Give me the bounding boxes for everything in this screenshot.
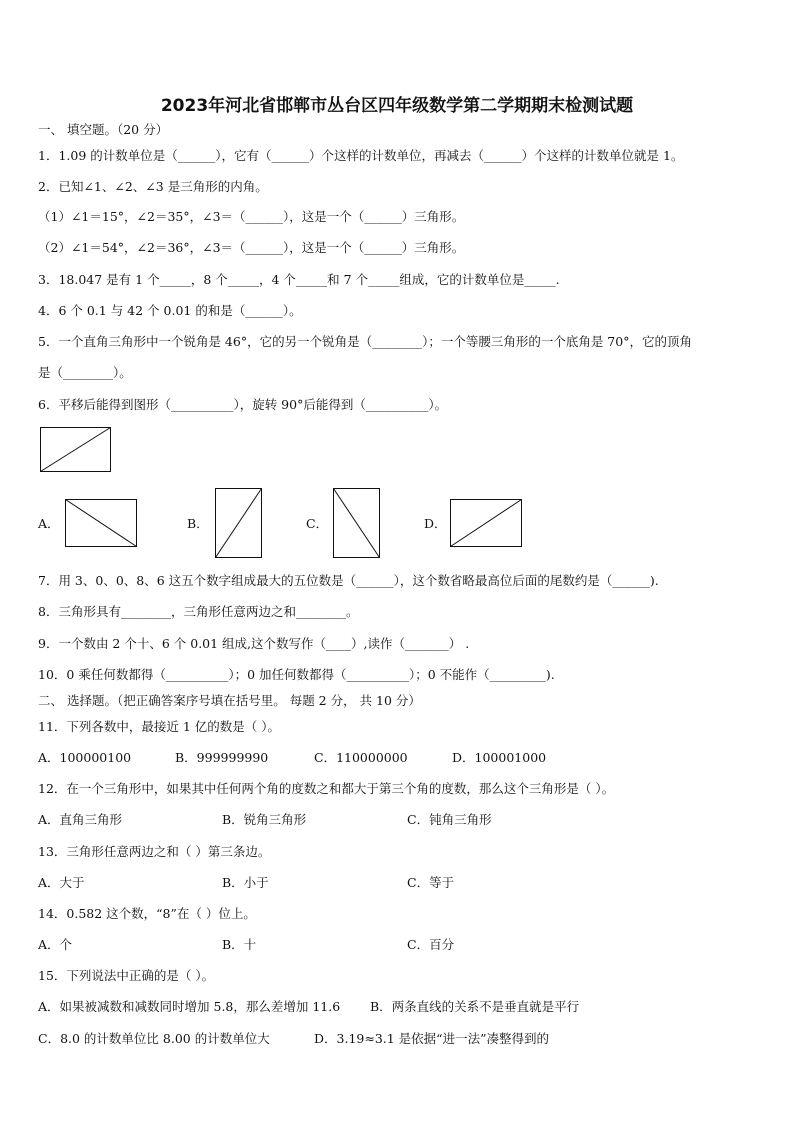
question-14-option-b: B．十 bbox=[222, 937, 257, 952]
question-13-option-c: C．等于 bbox=[407, 875, 455, 890]
question-15-option-c: C．8.0 的计数单位比 8.00 的计数单位大 bbox=[38, 1031, 270, 1046]
question-11-option-b: B．999999990 bbox=[175, 750, 269, 765]
question-6-option-c-label: C． bbox=[306, 516, 329, 531]
question-15-option-a: A．如果被减数和减数同时增加 5.8，那么差增加 11.6 bbox=[38, 999, 341, 1014]
question-14: 14．0.582 这个数，“8”在（ ）位上。 bbox=[38, 906, 256, 921]
question-11-option-d: D．100001000 bbox=[452, 750, 547, 765]
question-1: 1．1.09 的计数单位是（______），它有（______）个这样的计数单位，再减去（______）个这样的计数单位就是 1。 bbox=[38, 148, 684, 163]
question-12-option-a: A．直角三角形 bbox=[38, 812, 123, 827]
question-10: 10．0 乘任何数都得（__________）；0 加任何数都得（__________）；0 不能作（_________). bbox=[38, 667, 555, 682]
question-6-option-c-figure bbox=[333, 488, 381, 559]
question-7: 7．用 3、0、0、8、6 这五个数字组成最大的五位数是（______），这个数省略最高位后面的尾数约是（______). bbox=[38, 573, 659, 588]
question-13-option-a: A．大于 bbox=[38, 875, 85, 890]
question-9: 9．一个数由 2 个十、6 个 0.01 组成,这个数写作（____）,读作（_______） . bbox=[38, 636, 470, 651]
question-13-option-b: B．小于 bbox=[222, 875, 269, 890]
question-15-option-d: D．3.19≈3.1 是依据“进一法”凑整得到的 bbox=[314, 1031, 549, 1046]
question-4: 4．6 个 0.1 与 42 个 0.01 的和是（______）。 bbox=[38, 303, 302, 318]
question-8: 8．三角形具有________，三角形任意两边之和________。 bbox=[38, 604, 359, 619]
question-6-option-a-label: A． bbox=[38, 516, 60, 531]
section2-heading: 二、 选择题。（把正确答案序号填在括号里。 每题 2 分， 共 10 分） bbox=[38, 693, 421, 708]
question-11-option-a: A．100000100 bbox=[38, 750, 132, 765]
question-6-option-b-figure bbox=[215, 488, 263, 559]
question-13: 13．三角形任意两边之和（ ）第三条边。 bbox=[38, 844, 271, 859]
question-2-part-1: （1）∠1＝15°，∠2＝35°，∠3＝（______），这是一个（______）三角形。 bbox=[38, 209, 465, 224]
question-6-option-d-figure bbox=[450, 499, 523, 548]
question-3: 3．18.047 是有 1 个_____，8 个_____，4 个_____和 7 个_____组成，它的计数单位是_____. bbox=[38, 272, 560, 287]
question-15-option-b: B．两条直线的关系不是垂直就是平行 bbox=[370, 999, 580, 1014]
question-6-option-b-label: B． bbox=[187, 516, 209, 531]
question-2: 2．已知∠1、∠2、∠3 是三角形的内角。 bbox=[38, 179, 268, 194]
question-5-line-2: 是（________）。 bbox=[38, 365, 132, 380]
question-11-option-c: C．110000000 bbox=[314, 750, 408, 765]
question-6: 6．平移后能得到图形（__________），旋转 90°后能得到（__________）。 bbox=[38, 397, 448, 412]
question-11: 11．下列各数中，最接近 1 亿的数是（ ）。 bbox=[38, 719, 281, 734]
question-12-option-b: B．锐角三角形 bbox=[222, 812, 307, 827]
question-14-option-c: C．百分 bbox=[407, 937, 455, 952]
question-2-part-2: （2）∠1＝54°，∠2＝36°，∠3＝（______），这是一个（______）三角形。 bbox=[38, 240, 465, 255]
section1-heading: 一、 填空题。（20 分） bbox=[38, 122, 169, 137]
question-6-option-d-label: D． bbox=[424, 516, 447, 531]
question-15: 15．下列说法中正确的是（ ）。 bbox=[38, 968, 215, 983]
question-6-option-a-figure bbox=[65, 499, 138, 548]
question-6-original-figure bbox=[40, 427, 112, 473]
question-5-line-1: 5．一个直角三角形中一个锐角是 46°，它的另一个锐角是（________）；一个等腰三角形的一个底角是 70°，它的顶角 bbox=[38, 334, 692, 349]
question-14-option-a: A．个 bbox=[38, 937, 73, 952]
question-12-option-c: C．钝角三角形 bbox=[407, 812, 492, 827]
page-title: 2023年河北省邯郸市丛台区四年级数学第二学期期末检测试题 bbox=[160, 96, 634, 116]
question-12: 12．在一个三角形中，如果其中任何两个角的度数之和都大于第三个角的度数，那么这个三角形是（ ）。 bbox=[38, 781, 615, 796]
